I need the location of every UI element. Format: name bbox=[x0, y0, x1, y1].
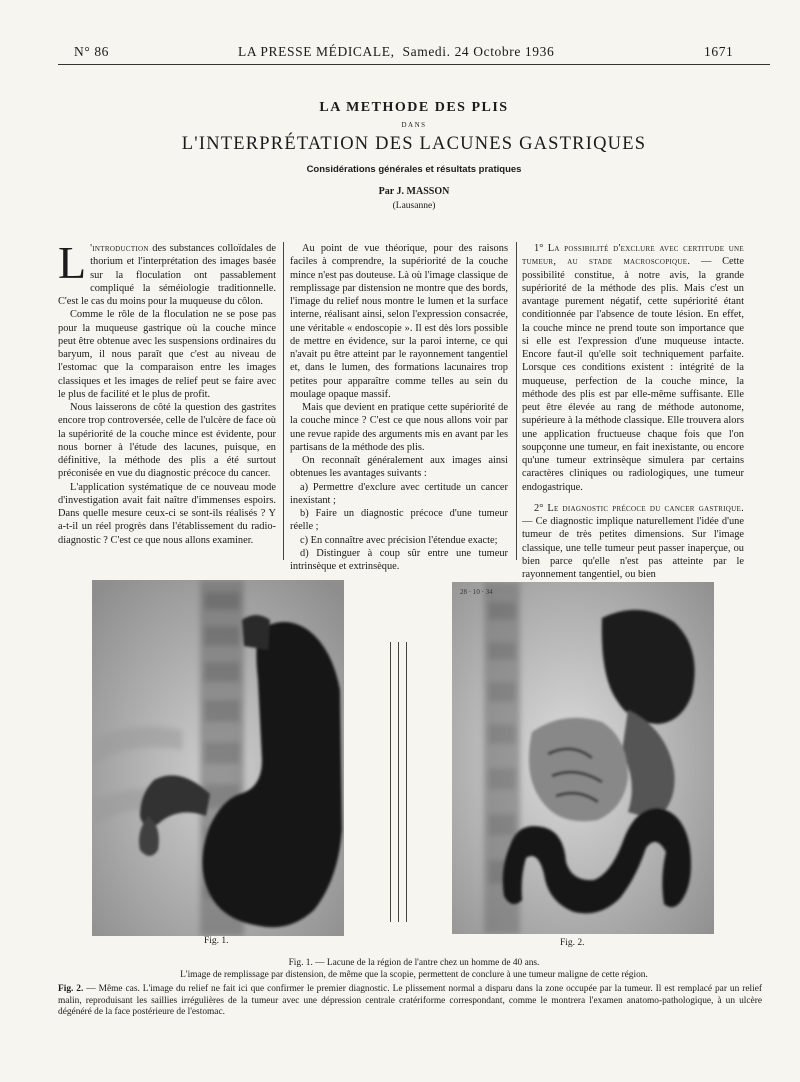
paragraph: Nous laisserons de côté la question des gastrites encore trop controversée, celle de l'ulcère de face où la supériorité de la couche mince est évidente, pour nous borner à l'étude des lacunes, puisque, en définitive, la méthode des plis a été surtout préconisée en vue du diagnostic précoce du cancer. bbox=[58, 402, 276, 480]
radiograph-inscription: 28 · 10 · 34 bbox=[460, 588, 493, 596]
author-byline: Par J. MASSON bbox=[378, 186, 450, 197]
figure-1-radiograph bbox=[92, 580, 344, 936]
section-heading: La possibilité d'exclure avec certitude une tumeur, au stade macroscopique. bbox=[522, 243, 744, 268]
figure-divider bbox=[398, 642, 399, 922]
figure-2-label: Fig. 2. bbox=[560, 938, 585, 948]
paragraph: Comme le rôle de la floculation ne se pose pas pour la muqueuse gastrique où la couche mince peut être obtenue avec les suspensions ordinaires du baryum, il nous paraît que c'est au niveau de l'estomac que la comparaison entre les images classiques et les images de relief peut se faire avec le plus de facilité et le plus de profit. bbox=[58, 309, 276, 400]
drop-cap: L bbox=[58, 237, 87, 288]
figure-1-label: Fig. 1. bbox=[204, 936, 229, 946]
column-rule bbox=[283, 242, 284, 560]
list-item: c) En connaître avec précision l'étendue exacte; bbox=[300, 534, 498, 546]
paragraph: L 'introduction des substances colloïdales de thorium et l'interprétation des images basée sur la floculation ont passablement compliqué la séméiologie traditionnelle. C'est le cas du moins pour la muqueuse du côlon. bbox=[58, 237, 276, 307]
paragraph: Mais que devient en pratique cette supériorité de la couche mince ? C'est ce que nous allons voir par une revue rapide des arguments mis en avant par les partisans de la méthode des plis. bbox=[290, 402, 508, 453]
figure-1-caption-line2: L'image de remplissage par distension, de même que la scopie, permettent de conclure à une tumeur maligne de cette région. bbox=[180, 970, 648, 980]
figure-divider bbox=[406, 642, 407, 922]
paragraph: On reconnaît généralement aux images ainsi obtenues les avantages suivants : bbox=[290, 455, 508, 480]
text-column-1 bbox=[58, 237, 276, 547]
section-heading: Le diagnostic précoce du cancer gastrique. bbox=[543, 502, 744, 514]
figure-2-radiograph bbox=[452, 582, 714, 934]
article-subtitle: Considérations générales et résultats pratiques bbox=[306, 164, 522, 175]
issue-date: Samedi. 24 Octobre 1936 bbox=[402, 44, 555, 59]
page-number: 1671 bbox=[704, 44, 734, 59]
list-item: a) Permettre d'exclure avec certitude un cancer inexistant ; bbox=[290, 481, 508, 506]
title-connector: DANS bbox=[401, 121, 427, 129]
column-rule bbox=[516, 242, 517, 560]
text-column-3 bbox=[522, 242, 744, 581]
section-1: 1° La possibilité d'exclure avec certitude une tumeur, au stade macroscopique. — Cette possibilité constitue, à notre avis, la grande supériorité de la méthode des plis. Mais c'est un avantage purement négatif, cette supériorité étant conditionnée par l'absence de toute lésion. En effet, la couche mince ne prend toute son importance que si elle est l'expression d'une muqueuse intacte. Encore faut-il qu'elle soit techniquement parfaite. Lorsque ces conditions existent : intégrité de la muqueuse, perfection de la couche mince, la méthode des plis est par elle-même suffisante. Elle peut être élevée au rang de méthode autonome, supérieure à la méthode classique. Elle trouvera alors une application fructueuse chaque fois que l'on soupçonne une tumeur, en fait inexistante, ou encore qu'une tumeur extrinsèque simulera par certains caractères cliniques ou radiologiques, une tumeur endogastrique. bbox=[522, 243, 744, 493]
figure-2-caption: Fig. 2. — Même cas. L'image du relief ne fait ici que confirmer le premier diagnostic. Le plissement normal a disparu dans la zone occupée par la tumeur. Il est remplacé par un relief malin, reproduisant les saillies irrégulières de la tumeur avec une dépression centrale cratériforme correspondant, comme le montrera l'examen anatomo-pathologique, à un ulcère dégénéré de la face postérieure de l'estomac. bbox=[58, 984, 762, 1017]
running-header bbox=[238, 44, 554, 60]
list-item: d) Distinguer à coup sûr entre une tumeur intrinsèque et extrinsèque. bbox=[290, 547, 508, 572]
journal-name: LA PRESSE MÉDICALE, bbox=[238, 44, 395, 59]
text-column-2 bbox=[290, 242, 508, 573]
list-item: b) Faire un diagnostic précoce d'une tumeur réelle ; bbox=[290, 508, 508, 533]
figure-1-caption-line1: Fig. 1. — Lacune de la région de l'antre chez un homme de 40 ans. bbox=[288, 958, 540, 968]
article-title-line1: LA METHODE DES PLIS bbox=[319, 100, 509, 115]
paragraph: Au point de vue théorique, pour des raisons faciles à comprendre, la supériorité de la couche mince n'est pas douteuse. Là où l'image classique de remplissage par distension ne montre que des bords, l'image du relief nous montre le lumen et la surface interne, réalisant ainsi, selon l'expression consacrée, une véritable « endoscopie ». Il est dès lors possible de mettre en évidence, sur la paroi interne, ce qui n'avait pu être atteint par le rayonnement tangentiel et, dans le lumen, des formations lacunaires trop petites pour apparaître comme telles au sein du moulage opaque massif. bbox=[290, 243, 508, 400]
article-title-line2: L'INTERPRÉTATION DES LACUNES GASTRIQUES bbox=[181, 134, 647, 154]
author-location: (Lausanne) bbox=[392, 201, 436, 211]
figure-divider bbox=[390, 642, 391, 922]
paragraph: L'application systématique de ce nouveau mode d'investigation avait fait naître d'immenses espoirs. Dans quelle mesure ceux-ci se sont-ils réalisés ? Y a-t-il un réel progrès dans l'établissement du radio-diagnostic ? C'est ce que nous allons examiner. bbox=[58, 481, 276, 546]
issue-number: N° 86 bbox=[74, 44, 110, 59]
header-rule bbox=[58, 64, 770, 65]
section-2: 2° Le diagnostic précoce du cancer gastrique. — Ce diagnostic implique naturellement l'idée d'une tumeur de très petites dimensions. Sur l'image classique, une telle tumeur peut passer inaperçue, ou bien parce qu'elle n'est pas atteinte par le rayonnement tangentiel, ou bien bbox=[522, 502, 744, 580]
